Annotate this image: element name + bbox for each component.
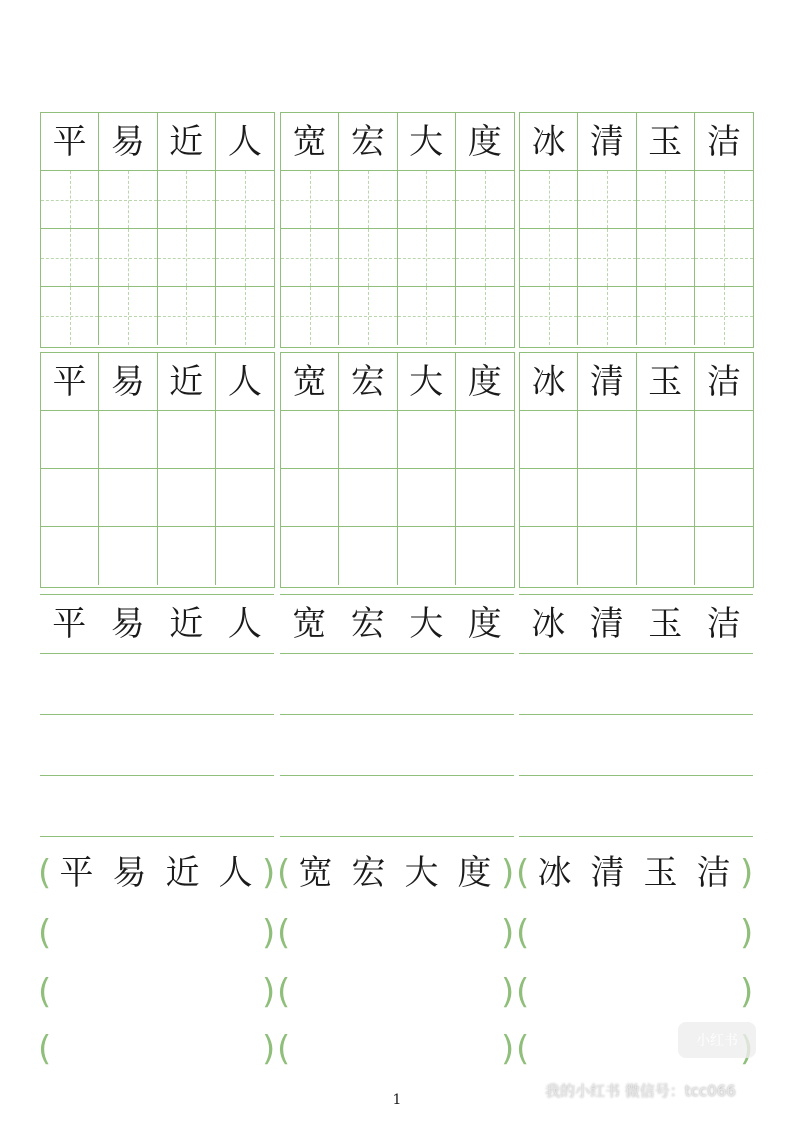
model-char: 宏 xyxy=(350,604,385,644)
close-paren: ) xyxy=(262,853,276,893)
model-char: 易 xyxy=(110,361,145,402)
open-paren: ( xyxy=(38,972,52,1012)
grid-block-2c xyxy=(519,352,754,588)
model-char: 宽 xyxy=(292,121,327,162)
model-char: 宏 xyxy=(351,853,386,893)
grid-cell xyxy=(158,113,216,171)
open-paren: ( xyxy=(38,1029,52,1069)
model-char: 玉 xyxy=(648,121,683,162)
paren-row-empty xyxy=(277,908,513,958)
paren-row-empty xyxy=(38,908,274,958)
line-block-3c xyxy=(519,594,753,837)
model-char: 易 xyxy=(110,121,145,162)
model-char: 大 xyxy=(409,604,444,644)
open-paren: ( xyxy=(516,913,530,953)
page-number: 1 xyxy=(392,1092,402,1108)
close-paren: ) xyxy=(262,972,276,1012)
model-char: 冰 xyxy=(531,361,566,402)
model-char: 冰 xyxy=(531,604,566,644)
model-char: 近 xyxy=(169,604,204,644)
model-char: 易 xyxy=(112,853,147,893)
model-char: 人 xyxy=(218,853,253,893)
grid-row xyxy=(281,113,514,171)
open-paren: ( xyxy=(516,1029,530,1069)
model-char: 平 xyxy=(52,121,87,162)
line-chars xyxy=(280,595,514,653)
grid-cell xyxy=(99,113,157,171)
close-paren: ) xyxy=(501,972,515,1012)
paren-row-empty xyxy=(516,908,752,958)
close-paren: ) xyxy=(740,972,754,1012)
close-paren: ) xyxy=(501,1029,515,1069)
model-char: 大 xyxy=(409,121,444,162)
grid-block-1a xyxy=(40,112,275,348)
paren-row-empty xyxy=(277,967,513,1017)
close-paren: ) xyxy=(501,853,515,893)
line-block-3b xyxy=(280,594,514,837)
model-char: 玉 xyxy=(648,604,683,644)
model-char: 清 xyxy=(589,361,624,402)
close-paren: ) xyxy=(740,913,754,953)
model-char: 宽 xyxy=(298,853,333,893)
model-char: 宏 xyxy=(350,121,385,162)
watermark-logo: 小红书 xyxy=(678,1022,756,1058)
grid-block-2b xyxy=(280,352,515,588)
open-paren: ( xyxy=(277,972,291,1012)
model-char: 度 xyxy=(467,361,502,402)
open-paren: ( xyxy=(277,1029,291,1069)
model-char: 近 xyxy=(169,121,204,162)
model-char: 洁 xyxy=(696,853,731,893)
paren-row xyxy=(277,848,513,898)
model-char: 度 xyxy=(467,121,502,162)
model-char: 洁 xyxy=(706,361,741,402)
open-paren: ( xyxy=(516,972,530,1012)
close-paren: ) xyxy=(262,913,276,953)
model-char: 人 xyxy=(227,604,262,644)
paren-row xyxy=(516,848,752,898)
paren-row-empty xyxy=(38,1024,274,1074)
grid-cell xyxy=(41,113,99,171)
close-paren: ) xyxy=(262,1029,276,1069)
grid-block-1c xyxy=(519,112,754,348)
model-char: 玉 xyxy=(643,853,678,893)
open-paren: ( xyxy=(38,913,52,953)
model-char: 平 xyxy=(59,853,94,893)
model-char: 玉 xyxy=(648,361,683,402)
grid-row xyxy=(520,113,753,171)
model-char: 人 xyxy=(227,121,262,162)
open-paren: ( xyxy=(516,853,530,893)
paren-row xyxy=(38,848,274,898)
grid-block-2a xyxy=(40,352,275,588)
paren-row-empty xyxy=(277,1024,513,1074)
open-paren: ( xyxy=(277,853,291,893)
model-char: 洁 xyxy=(706,604,741,644)
model-char: 大 xyxy=(409,361,444,402)
paren-row-empty xyxy=(38,967,274,1017)
model-char: 人 xyxy=(227,361,262,402)
model-char: 平 xyxy=(52,361,87,402)
model-char: 大 xyxy=(404,853,439,893)
line-chars xyxy=(519,595,753,653)
model-char: 清 xyxy=(589,604,624,644)
model-char: 冰 xyxy=(537,853,572,893)
line-block-3a xyxy=(40,594,274,837)
close-paren: ) xyxy=(501,913,515,953)
model-char: 冰 xyxy=(531,121,566,162)
model-char: 易 xyxy=(110,604,145,644)
model-char: 度 xyxy=(457,853,492,893)
model-char: 度 xyxy=(467,604,502,644)
watermark-text: 我的小红书 微信号：tcc066 xyxy=(545,1082,736,1100)
model-char: 洁 xyxy=(706,121,741,162)
model-char: 宽 xyxy=(292,604,327,644)
grid-row xyxy=(41,113,274,171)
model-char: 平 xyxy=(52,604,87,644)
model-char: 清 xyxy=(589,121,624,162)
model-char: 近 xyxy=(169,361,204,402)
model-char: 宏 xyxy=(350,361,385,402)
grid-cell xyxy=(216,113,274,171)
open-paren: ( xyxy=(38,853,52,893)
model-char: 清 xyxy=(590,853,625,893)
grid-block-1b xyxy=(280,112,515,348)
paren-row-empty xyxy=(516,967,752,1017)
model-char: 近 xyxy=(165,853,200,893)
line-chars xyxy=(40,595,274,653)
open-paren: ( xyxy=(277,913,291,953)
model-char: 宽 xyxy=(292,361,327,402)
close-paren: ) xyxy=(740,853,754,893)
